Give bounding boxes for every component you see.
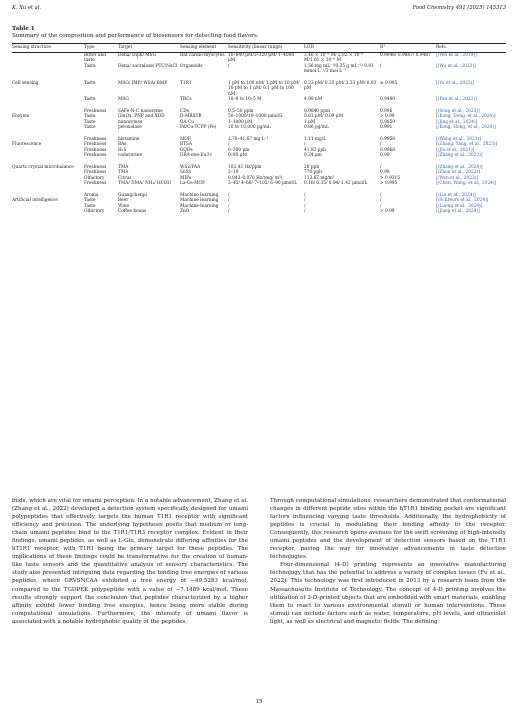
table-cell: Freshness: [84, 181, 107, 186]
table-cell: 50–1000/10–1000 μmol/L: [228, 114, 284, 119]
table-cell: Olfactory: [84, 175, 105, 181]
paragraph: buds, which are vital for umami perception. In a notable advancement, Zhang et al. (Zhang et al., 2022) developed a detection system specifically designed for umami polypeptides that effectively targets the human T1R1 receptor with significant efficiency and precision. The underlying hypothesis posits that medium or long-chain umami peptides bind to the T1R1/T1R3 receptor complex. Evident in their findings, umami peptides, as well as L-Glu, demonstrate differing affinities for the hT1R1 receptor, with T1R1 being the primary target for these peptides. The implications of these findings could be transformative for the creation of human-like taste sensors and the quantitative analysis of sensory characteristics. The study also presented intriguing data regarding the binding free energies of various peptides, where GRVSNCAA exhibited a free energy of −49.5283 kcal/mol, compared to the TGDPEK polypeptide with a value of −7.1489 kcal/mol. These results strongly support the conclusion that peptides characterized by a higher affinity exhibit lower binding free energies, hence being more stable during computational simulations. Furthermore, the intensity of umami flavor is associated with a notable hydrophobic quality of the peptides.: [12, 498, 248, 625]
table-cell: Taste: [84, 119, 96, 125]
table-cell: 3.46 × 10⁻⁶ M/ 2.92 × 10⁻⁶ M/1.61 × 10⁻⁶ M: [304, 52, 364, 63]
table-cell-ref[interactable]: [(Wen et al., 2023)]: [436, 175, 479, 181]
table-cell: 2.78–41.67 mg L⁻¹: [228, 136, 269, 142]
table-cell: Bitter and taste: [84, 52, 107, 63]
table-row: [12, 64, 506, 75]
table-cell: Olfactory: [84, 209, 105, 214]
table-cell: DBA-ene-Eu3+: [180, 153, 213, 158]
table-cell: 0.9958: [380, 136, 396, 142]
table-cell: GQDs: [180, 147, 193, 153]
table-cell: Wine: [118, 203, 130, 209]
table-cell: Citrus: [118, 175, 132, 181]
table-cell: /: [228, 142, 230, 147]
table-cell: 1 μM: [304, 119, 316, 125]
table-cell: nanozymes: [118, 119, 143, 125]
table-cell: TMA: [118, 164, 129, 170]
table-cell-ref[interactable]: [(Zhang et al., 2022)]: [436, 153, 483, 158]
table-cell: 0.33 pM/ 0.33 pM/ 3.33 pM/ 0.03 pM: [304, 80, 377, 91]
col-header: R²: [380, 45, 385, 50]
table-cell: H₂S: [118, 147, 127, 153]
table-cell-ref[interactable]: [(Fan et al., 2023)]: [436, 97, 477, 102]
paragraph: Four-dimensional (4-D) printing represents an innovative manufacturing technology that has the potential to address a variety of complex issues (Fu et al., 2022). This technology was first introduced in 2013 by a research team from the Massachusetts Institute of Technology. The concept of 4-D printing involves the utilization of 3-D-printed objects that are embedded with smart materials, enabling them to react to various environmental stimuli or human interventions. These stimuli can include factors such as water, temperature, pH levels, and ultraviolet light, as well as electrical and magnetic fields. The defining: [270, 562, 506, 625]
table-cell-ref[interactable]: [(Zhang, Yang, et al., 2023)]: [436, 142, 498, 147]
table-cell: 10 to 10,000 pg/mL: [228, 125, 271, 130]
table-cell: BAs: [118, 142, 127, 147]
table-cell: Freshness: [84, 108, 107, 114]
table-cell-ref[interactable]: [(Song et al., 2023)]: [436, 108, 480, 114]
table-cell: BTSA: [180, 142, 193, 147]
table-cell: /: [380, 203, 382, 209]
table-cell: ≥ 0.995: [380, 80, 398, 86]
table-cell: 3–45/ 4–60/ 7–105/ 6–90 μmol/L: [228, 181, 298, 186]
table-cell: MSG: [118, 97, 129, 102]
table-cell: > 0.99: [380, 209, 395, 214]
body-column-left: [12, 497, 248, 626]
table-cell-ref[interactable]: [(Zhou et al., 2022)]: [436, 170, 480, 175]
table-cell: histamine: [118, 136, 140, 142]
table-cell: 0.5–50 ppm: [228, 108, 254, 114]
col-header: LOD: [304, 45, 314, 50]
table-cell: [12, 131, 84, 143]
table-cell: Artificial intelligence: [12, 198, 58, 203]
table-cell: /: [228, 198, 230, 203]
table-cell: WS2/PAA: [180, 164, 201, 170]
table-cell: Machine learning: [180, 192, 219, 198]
table-cell: Freshness: [84, 147, 107, 153]
table-cell: Beer: [118, 198, 129, 203]
table-cell: peroxidase: [118, 125, 142, 130]
table-cell: Taste: [84, 80, 96, 86]
table-cell: [12, 52, 84, 64]
table-cell: /: [380, 63, 382, 69]
table-cell-ref[interactable]: [(Zhang et al., 2024)]: [436, 164, 483, 170]
table-cell: /: [228, 192, 230, 198]
table-cell: 0.98: [380, 153, 390, 158]
table-cell: GA-Cu: [180, 119, 195, 125]
table-cell: TRCs: [180, 97, 192, 102]
table-cell: 0.9840 ppm: [304, 108, 330, 114]
table-body: [12, 52, 506, 215]
table-cell-ref[interactable]: [(Jiang et al., 2024)]: [436, 209, 480, 214]
table-cell: [12, 103, 84, 115]
table-cell: Taste: [84, 125, 96, 130]
table-cell: Fluorescence: [12, 142, 42, 147]
table-row: [12, 103, 506, 115]
table-cell: 10–640 μM/5–320 μM/ 1–4000 μM: [228, 52, 295, 63]
table-cell: 102.43 Hz/ppm: [228, 164, 262, 170]
table-cell: cadaverine: [118, 153, 142, 158]
table-cell: Machine learning: [180, 198, 219, 203]
table-cell: [12, 64, 84, 75]
table-cell: 1–1000 μM: [228, 119, 253, 125]
table-cell: 0.16/ 0.35/ 0.94/ 1.42 μmol/L: [304, 181, 368, 186]
table-cell-ref[interactable]: [(Jia et al., 2021)]: [436, 147, 475, 153]
header-journal: Food Chemistry 491 (2025) 145313: [412, 5, 506, 11]
col-header: Refs.: [436, 45, 447, 50]
table-cell-ref[interactable]: [(Schreurs et al., 2024)]: [436, 198, 489, 203]
table-cell: Pd/Cu-TCPP (Fe): [180, 125, 217, 130]
table-cell: /: [304, 192, 306, 198]
table-cell: /: [228, 203, 230, 209]
table-top-rule: [12, 43, 506, 44]
table-cell: 0.043–0.070 Hz/(mg/ m³): [228, 175, 283, 181]
table-cell: /: [304, 198, 306, 203]
table-cell: D-MRSTB: [180, 114, 202, 119]
table-cell-ref[interactable]: [(Yu et al., 2023)]: [436, 80, 474, 86]
table-cell: 0.9846/ 0.9887/ 0.9487: [380, 52, 431, 58]
table-cell: Coffee beans: [118, 209, 147, 214]
table-cell: > 0.995: [380, 181, 398, 186]
table-cell: /: [380, 164, 382, 170]
table-cell: Freshness: [84, 164, 107, 170]
col-header: Type: [84, 45, 95, 50]
table-row: [12, 52, 506, 64]
table-cell: Rat cardio-myocytes: [180, 52, 225, 58]
col-header: Sensing structure: [12, 45, 51, 50]
table-cell: [12, 209, 84, 215]
table-cell-ref[interactable]: [(Jing et al., 2024)]: [436, 119, 478, 125]
table-cell: Taste: [84, 63, 96, 69]
table-cell: Enzyme: [12, 114, 30, 119]
table-cell: 0.61 μM/ 0.09 μM: [304, 114, 344, 119]
table-cell: Freshness: [84, 170, 107, 175]
table-cell: Guangchenpi: [118, 192, 147, 198]
table-row: [12, 209, 506, 215]
table-cell: /: [380, 198, 382, 203]
table-cell: 0–80 μM: [228, 153, 247, 158]
table-row: [12, 75, 506, 98]
table-cell: Dena/ sucralose/ PTC/NaCl: [118, 63, 178, 69]
table-cell: T1R1: [180, 80, 192, 86]
table-cell: 0.9859: [380, 119, 396, 125]
paragraph: Through computational simulations, researchers demonstrated that conformational changes in different peptide sites within the hT1R1 binding pocket are significant factors influencing varying taste thresholds. Additionally, the hydrophobicity of peptides is crucial in modulating their binding affinity to the receptor. Consequently, this research opens avenues for the swift screening of high-intensity umami peptides and the development of detection sensors based on the T1R1 receptor, paving the way for innovative advancements in taste detection technologies.: [270, 498, 506, 561]
body-column-right: [270, 497, 506, 626]
table-cell: Freshness: [84, 142, 107, 147]
table-cell: 2–10: [228, 170, 239, 175]
table-cell: /: [304, 203, 306, 209]
page-number: 15: [255, 699, 263, 705]
table-cell: Quartz crystal microbalance: [12, 164, 74, 170]
header-authors: K. Xu et al.: [12, 5, 42, 11]
biosensor-table: [12, 45, 506, 215]
table-cell: Dena/ Diph/ MSG: [118, 52, 157, 58]
table-cell: 0.9968: [380, 147, 396, 153]
table-cell: Taste: [84, 97, 96, 102]
table-cell-ref[interactable]: [(Wei et al., 2019)]: [436, 52, 477, 58]
table-cell: 20 ppb: [304, 164, 320, 170]
table-cell: MSG/ IMP/ WSA/ BMP: [118, 80, 168, 86]
table-caption: [12, 26, 259, 40]
table-cell: GluOx, PNP and XOD: [118, 114, 165, 119]
col-header: Target: [118, 45, 133, 50]
table-cell: 10–9 to 10–5 M: [228, 97, 262, 102]
running-header: [12, 5, 506, 17]
table-cell: SAFe-N-C nanozyme: [118, 108, 163, 114]
table-cell: 0.991: [380, 125, 393, 130]
table-row: [12, 187, 506, 199]
table-cell: 0.98: [380, 170, 390, 175]
table-cell-ref[interactable]: [(Luong et al., 2024)]: [436, 203, 483, 209]
table-cell: MOF: [180, 136, 191, 142]
table-cell: 0–300 μm: [228, 147, 250, 153]
table-cell: Organoids: [180, 63, 203, 69]
table-cell-ref[interactable]: [(Kong, Hong, et al., 2024)]: [436, 125, 496, 130]
table-label: Table 1: [12, 26, 35, 32]
table-cell: TMA: [118, 170, 129, 175]
table-cell: La-Ce-MOF: [180, 181, 206, 186]
table-cell: 113.67 mg/m³: [304, 175, 335, 181]
table-cell: ZnO: [180, 209, 190, 214]
table-row: [12, 131, 506, 143]
table-cell: TMA/ DMA/ NH₃/ HCHO: [118, 181, 172, 186]
col-header: Sensitivity (linear range): [228, 45, 283, 50]
table-cell-ref[interactable]: [(Wang et al., 2021)]: [436, 136, 481, 142]
col-header: Sensing element: [180, 45, 217, 50]
table-row: [12, 159, 506, 171]
table-cell: Freshness: [84, 153, 107, 158]
table-cell: [12, 187, 84, 199]
table-cell: Taste: [84, 198, 96, 203]
table-cell-ref[interactable]: [(Liu et al., 2024)]: [436, 192, 476, 198]
table-cell-ref[interactable]: [(Chen, Wang, et al., 2024)]: [436, 181, 497, 186]
table-cell: 0.996: [380, 108, 393, 114]
table-cell: Machine-learning: [180, 203, 219, 209]
table-cell: CDs: [180, 108, 189, 114]
table-cell: /: [380, 142, 382, 147]
table-cell: /: [228, 209, 230, 214]
table-cell: SnSx: [180, 170, 192, 175]
table-cell: Taste: [84, 114, 96, 119]
table-cell: > 0.99: [380, 114, 395, 119]
table-cell: 0.34 μm: [304, 153, 322, 158]
table-cell-ref[interactable]: [(Kong, Dong, et al., 2024)]: [436, 114, 496, 119]
table-header-row: [12, 45, 506, 52]
table-cell: Cell sensing: [12, 80, 39, 86]
table-cell: 41.82 ppb: [304, 147, 326, 153]
table-cell: 770 ppb: [304, 170, 322, 175]
table-cell: 1.56 mg mL⁻¹/0.25 g mL⁻¹/ 0.01 mmol L⁻¹/3 mol L⁻¹: [304, 63, 374, 74]
table-cell: Aroma: [84, 192, 99, 198]
table-cell: 0.86 pg/mL: [304, 125, 329, 130]
table-cell: 4.99 nM: [304, 97, 323, 102]
table-cell: 1.11 mg/L: [304, 136, 327, 142]
table-cell-ref[interactable]: [(Wu et al., 2023)]: [436, 63, 476, 69]
table-cell: > 0.9315: [380, 175, 401, 181]
table-cell: /: [304, 142, 306, 147]
table-cell: /: [304, 209, 306, 214]
table-cell: 1 pM to 100 nM/ 1 pM to 10 μM/ 10 pM to 1 μM/ 0.1 pM to 100 nM: [228, 80, 300, 97]
table-caption-text: Summary of the composition and performance of biosensors for detecting food flavors.: [12, 33, 259, 39]
table-cell: /: [228, 63, 230, 69]
table-cell: Freshness: [84, 136, 107, 142]
table-cell: Taste: [84, 203, 96, 209]
table-cell: /: [380, 192, 382, 198]
table-cell: MIPs: [180, 175, 192, 181]
table-cell: 0.9480: [380, 97, 396, 102]
